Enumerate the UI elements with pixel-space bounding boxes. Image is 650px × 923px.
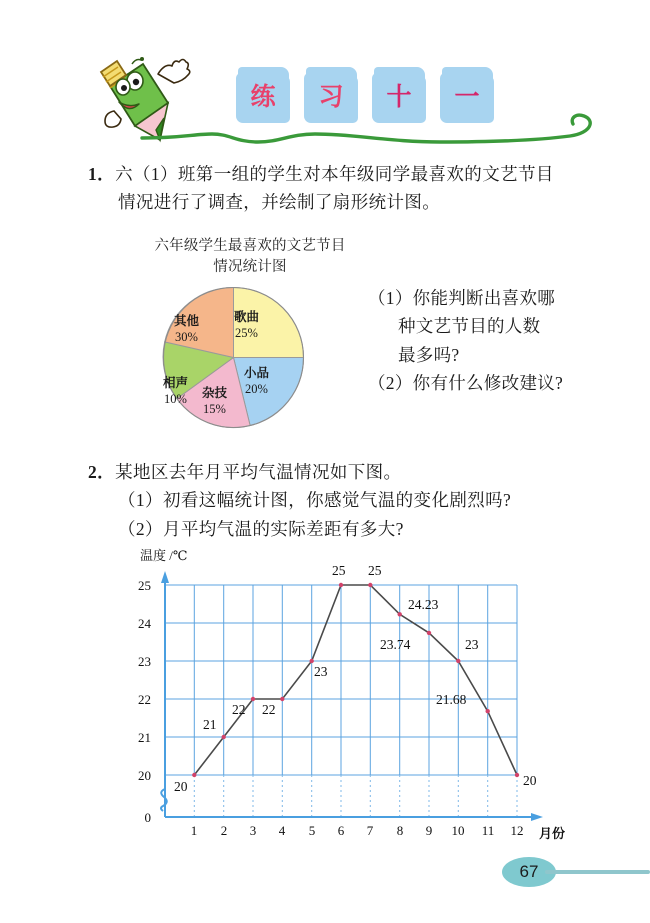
point-label-month-3: 22 <box>232 702 246 717</box>
question-1-sub-2 <box>368 369 588 397</box>
point-label-month-7: 25 <box>368 563 382 578</box>
x-tick-12: 12 <box>510 823 524 838</box>
pie-label-xiangsheng-value: 10% <box>164 391 187 406</box>
question-1-sub-2-label: （2） <box>368 373 413 394</box>
temperature-line <box>194 585 517 775</box>
pie-label-zaji-value: 15% <box>203 401 226 416</box>
banner-char-4: 一 <box>444 72 490 118</box>
line-chart-figure <box>125 545 566 845</box>
x-tick-2: 2 <box>220 823 228 838</box>
point-label-month-4: 22 <box>262 702 276 717</box>
x-tick-4: 4 <box>278 823 286 838</box>
point-label-month-10: 23 <box>465 637 479 652</box>
question-2-text <box>88 458 588 543</box>
point-label-month-12: 20 <box>523 773 537 788</box>
y-tick-22: 22 <box>138 692 151 707</box>
question-1-text <box>88 160 558 217</box>
pie-label-xiaopin <box>244 366 269 397</box>
x-tick-8: 8 <box>396 823 404 838</box>
question-1-body-line-1: 六（1）班第一组的学生对本年级同学最喜欢的文艺节目 <box>115 164 554 184</box>
question-1-sub-1-line-1: 你能判断出喜欢哪 <box>412 288 556 308</box>
question-2-number: 2． <box>88 462 116 482</box>
pie-label-xiaopin-value: 20% <box>245 381 268 396</box>
y-tick-25: 25 <box>138 578 151 593</box>
line-chart-x-axis-label: 月份 <box>539 826 566 841</box>
x-tick-1: 1 <box>190 823 198 838</box>
point-label-month-1: 20 <box>174 779 188 794</box>
banner-char-1: 练 <box>240 72 286 118</box>
question-1-subquestions <box>368 284 588 397</box>
pie-label-xiaopin-name: 小品 <box>244 366 270 380</box>
pie-chart-title-line-1: 六年级学生最喜欢的文艺节目 <box>154 238 346 254</box>
pie-label-zaji <box>202 386 227 417</box>
x-axis-arrow <box>531 813 543 821</box>
pie-label-xiangsheng <box>163 376 188 407</box>
page-header-banner <box>0 52 650 147</box>
question-1-sub-1 <box>368 284 588 369</box>
line-chart-canvas <box>125 545 555 845</box>
question-2-line-1 <box>88 458 588 486</box>
question-2-sub-1: （1）初看这幅统计图，你感觉气温的变化剧烈吗? <box>118 490 512 511</box>
pie-label-qita <box>174 314 199 345</box>
x-tick-6: 6 <box>337 823 345 838</box>
question-1-sub-1-line-3: 最多吗? <box>398 344 460 365</box>
point-label-month-6: 25 <box>332 563 346 578</box>
pie-label-qita-name: 其他 <box>174 314 200 328</box>
pie-chart-title-line-2: 情况统计图 <box>213 259 287 276</box>
y-tick-23: 23 <box>138 654 151 669</box>
pie-label-gequ <box>234 310 259 341</box>
x-tick-10: 10 <box>451 823 465 838</box>
y-axis-arrow <box>161 571 169 583</box>
question-2-body-line-1: 某地区去年月平均气温情况如下图。 <box>115 462 402 482</box>
question-1-sub-1-line-2: 种文艺节目的人数 <box>398 316 541 337</box>
point-label-month-9: 23.74 <box>380 637 411 652</box>
pie-chart-canvas <box>162 286 305 429</box>
y-tick-24: 24 <box>138 616 151 631</box>
pie-label-gequ-value: 25% <box>235 325 258 340</box>
page-footer <box>0 855 650 895</box>
x-tick-3: 3 <box>249 823 257 838</box>
banner-char-3: 十 <box>376 72 422 118</box>
page-number-badge: 67 <box>502 857 556 887</box>
y-tick-0: 0 <box>144 810 151 825</box>
question-2-sub-2: （2）月平均气温的实际差距有多大? <box>118 518 404 539</box>
pie-chart-title <box>130 236 370 278</box>
question-1-sub-1-label: （1） <box>368 288 413 308</box>
pie-chart-figure <box>130 236 370 431</box>
x-tick-9: 9 <box>425 823 433 838</box>
point-label-month-2: 21 <box>203 717 217 732</box>
x-tick-5: 5 <box>308 823 316 838</box>
y-tick-20: 20 <box>138 768 151 783</box>
question-1-sub-2-line-1: 你有什么修改建议? <box>412 373 564 394</box>
banner-char-2: 习 <box>308 72 354 118</box>
pie-label-zaji-name: 杂技 <box>202 386 228 400</box>
pie-label-gequ-name: 歌曲 <box>234 310 260 324</box>
point-label-month-8: 24.23 <box>408 597 439 612</box>
x-tick-7: 7 <box>366 823 374 838</box>
y-tick-21: 21 <box>138 730 151 745</box>
point-label-month-11: 21.68 <box>436 692 467 707</box>
footer-rule-divider <box>545 870 650 874</box>
pie-label-qita-value: 30% <box>175 329 198 344</box>
question-1-line-1 <box>88 160 558 188</box>
question-1-body-line-2: 情况进行了调查，并绘制了扇形统计图。 <box>118 192 441 213</box>
question-1-number: 1． <box>88 164 116 184</box>
point-label-month-5: 23 <box>314 664 328 679</box>
pie-label-xiangsheng-name: 相声 <box>163 376 189 390</box>
banner-title <box>240 72 490 118</box>
grid-dropline-ticks <box>194 775 517 817</box>
x-tick-11: 11 <box>481 823 495 838</box>
line-chart-y-axis-label: 温度 /℃ <box>140 548 188 563</box>
